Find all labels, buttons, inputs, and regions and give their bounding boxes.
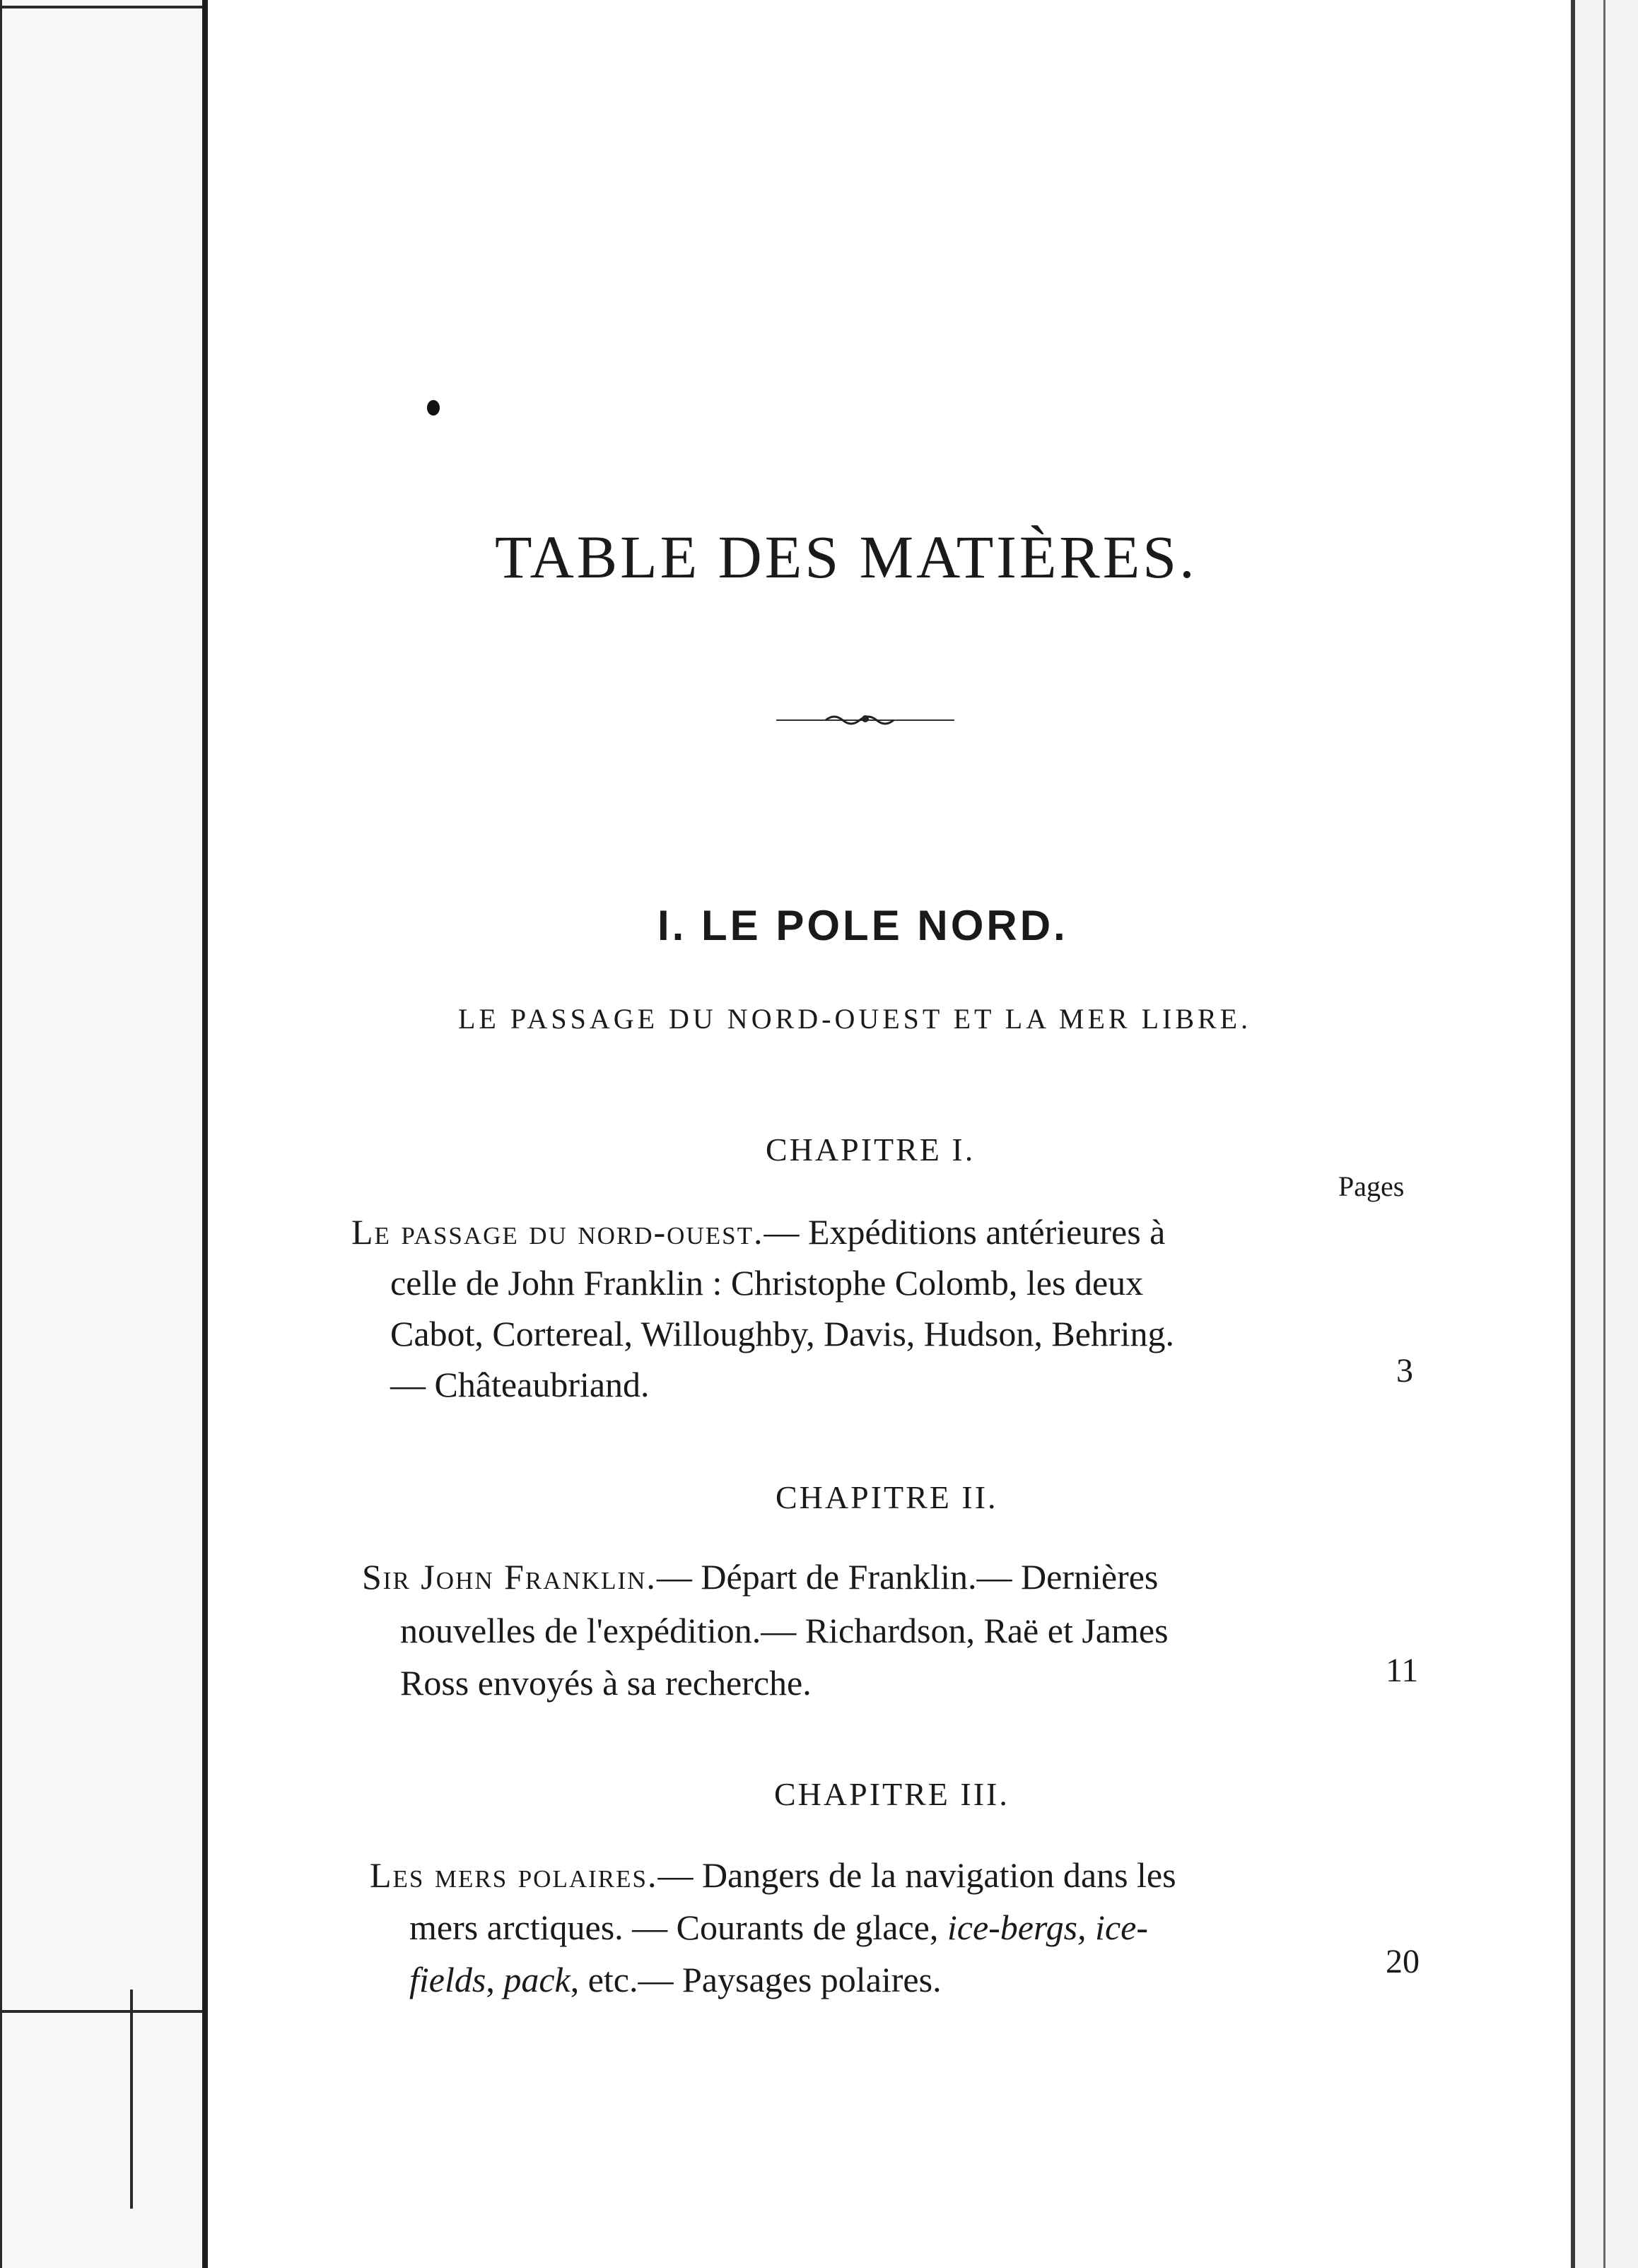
page-edge-top-left — [0, 6, 206, 8]
entry-text: — Départ de Franklin.— Dernières — [656, 1557, 1159, 1597]
page-edge-right — [1571, 0, 1575, 2268]
entry-line: Cabot, Cortereal, Willoughby, Davis, Hudson, Behring. — [390, 1314, 1174, 1353]
entry-text: , — [486, 1960, 504, 1999]
entry-text: — Expéditions antérieures à — [764, 1212, 1166, 1252]
entry-lead: Sir John Franklin. — [362, 1557, 657, 1597]
chapter-heading: CHAPITRE II. — [776, 1479, 998, 1515]
entry-line — [409, 1962, 942, 1997]
entry-line — [362, 1557, 1159, 1597]
entry-text: — Dangers de la navigation dans les — [657, 1855, 1176, 1895]
entry-italic-term: fields — [409, 1960, 486, 1999]
page-number: 3 — [1396, 1352, 1413, 1389]
ornament-divider-icon — [776, 710, 954, 729]
entry-lead: Les mers polaires. — [370, 1855, 658, 1895]
entry-italic-term: pack — [503, 1960, 571, 1999]
ink-dot — [427, 400, 440, 416]
entry-line — [409, 1910, 1148, 1945]
entry-lead: Le passage du nord-ouest. — [351, 1212, 764, 1252]
entry-text: mers arctiques. — Courants de glace, — [409, 1908, 947, 1947]
entry-line: nouvelles de l'expédition.— Richardson, Raë et James — [400, 1611, 1169, 1650]
page-edge-left — [0, 0, 2, 2268]
book-spine-line — [202, 0, 208, 2268]
page-number: 11 — [1386, 1652, 1419, 1689]
entry-italic-term: ice-bergs, ice- — [947, 1908, 1148, 1947]
page-edge-bottom-left — [0, 2010, 206, 2013]
entry-line: celle de John Franklin : Christophe Colomb, les deux — [390, 1263, 1144, 1303]
entry-text: , etc.— Paysages polaires. — [570, 1960, 942, 1999]
entry-line — [370, 1857, 1176, 1893]
pages-column-label: Pages — [1338, 1170, 1405, 1202]
page-edge-right-inner — [1603, 0, 1605, 2268]
chapter-heading: CHAPITRE III. — [774, 1776, 1010, 1812]
page-edge-mark — [130, 1990, 133, 2209]
part-subtitle: LE PASSAGE DU NORD-OUEST ET LA MER LIBRE. — [458, 1003, 1252, 1035]
page-number: 20 — [1386, 1943, 1420, 1980]
right-page-margin — [1575, 0, 1638, 2268]
page-title: TABLE DES MATIÈRES. — [495, 523, 1198, 591]
entry-line — [351, 1214, 1165, 1250]
entry-line: — Châteaubriand. — [390, 1365, 650, 1404]
entry-line: Ross envoyés à sa recherche. — [400, 1663, 812, 1703]
chapter-heading: CHAPITRE I. — [766, 1132, 976, 1168]
left-page-margin — [0, 0, 206, 2268]
part-title: I. LE POLE NORD. — [657, 902, 1068, 949]
